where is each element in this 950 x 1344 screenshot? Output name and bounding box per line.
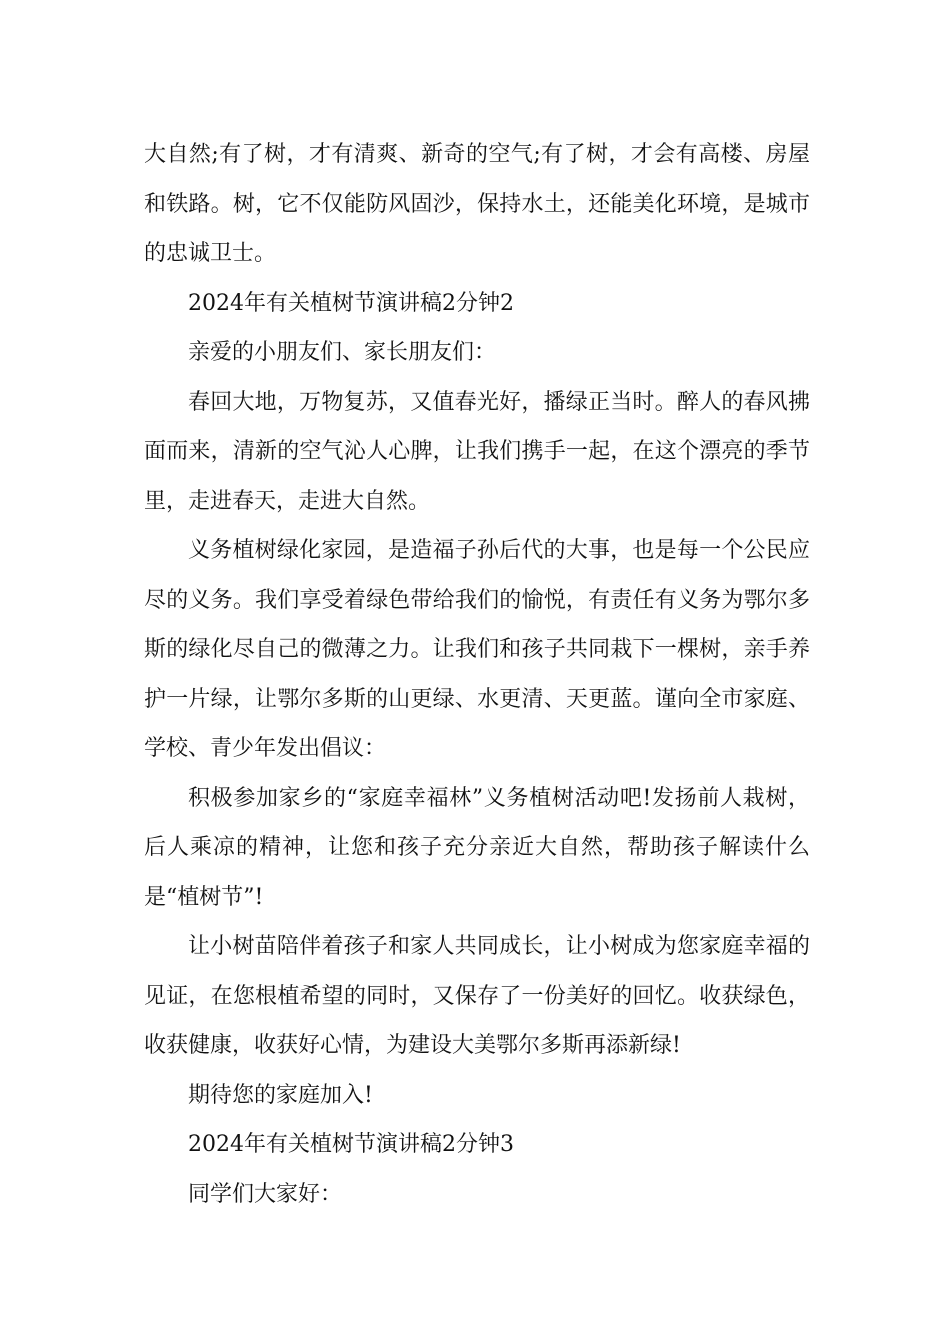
section-heading-2: 2024年有关植树节演讲稿2分钟2 xyxy=(188,290,514,316)
document-body xyxy=(144,130,810,1219)
paragraph: 积极参加家乡的“家庭幸福林”义务植树活动吧!发扬前人栽树，后人乘凉的精神，让您和孩子充分亲近大自然，帮助孩子解读什么是“植树节”! xyxy=(144,785,810,910)
paragraph: 让小树苗陪伴着孩子和家人共同成长，让小树成为您家庭幸福的见证，在您根植希望的同时，又保存了一份美好的回忆。收获绿色，收获健康，收获好心情，为建设大美鄂尔多斯再添新绿! xyxy=(144,934,810,1058)
salutation: 亲爱的小朋友们、家长朋友们： xyxy=(188,340,497,365)
closing-line: 期待您的家庭加入! xyxy=(188,1082,373,1108)
salutation: 同学们大家好： xyxy=(188,1181,343,1207)
paragraph: 春回大地，万物复苏，又值春光好，播绿正当时。醉人的春风拂面而来，清新的空气沁人心脾，让我们携手一起，在这个漂亮的季节里，走进春天，走进大自然。 xyxy=(144,389,810,514)
section-heading-3: 2024年有关植树节演讲稿2分钟3 xyxy=(188,1132,514,1157)
paragraph-continuation: 大自然;有了树，才有清爽、新奇的空气;有了树，才会有高楼、房屋和铁路。树，它不仅能防风固沙，保持水土，还能美化环境，是城市的忠诚卫士。 xyxy=(144,142,810,266)
paragraph: 义务植树绿化家园，是造福子孙后代的大事，也是每一个公民应尽的义务。我们享受着绿色带给我们的愉悦，有责任有义务为鄂尔多斯的绿化尽自己的微薄之力。让我们和孩子共同栽下一棵树，亲手养护一片绿，让鄂尔多斯的山更绿、水更清、天更蓝。谨向全市家庭、学校、青少年发出倡议： xyxy=(144,538,810,761)
